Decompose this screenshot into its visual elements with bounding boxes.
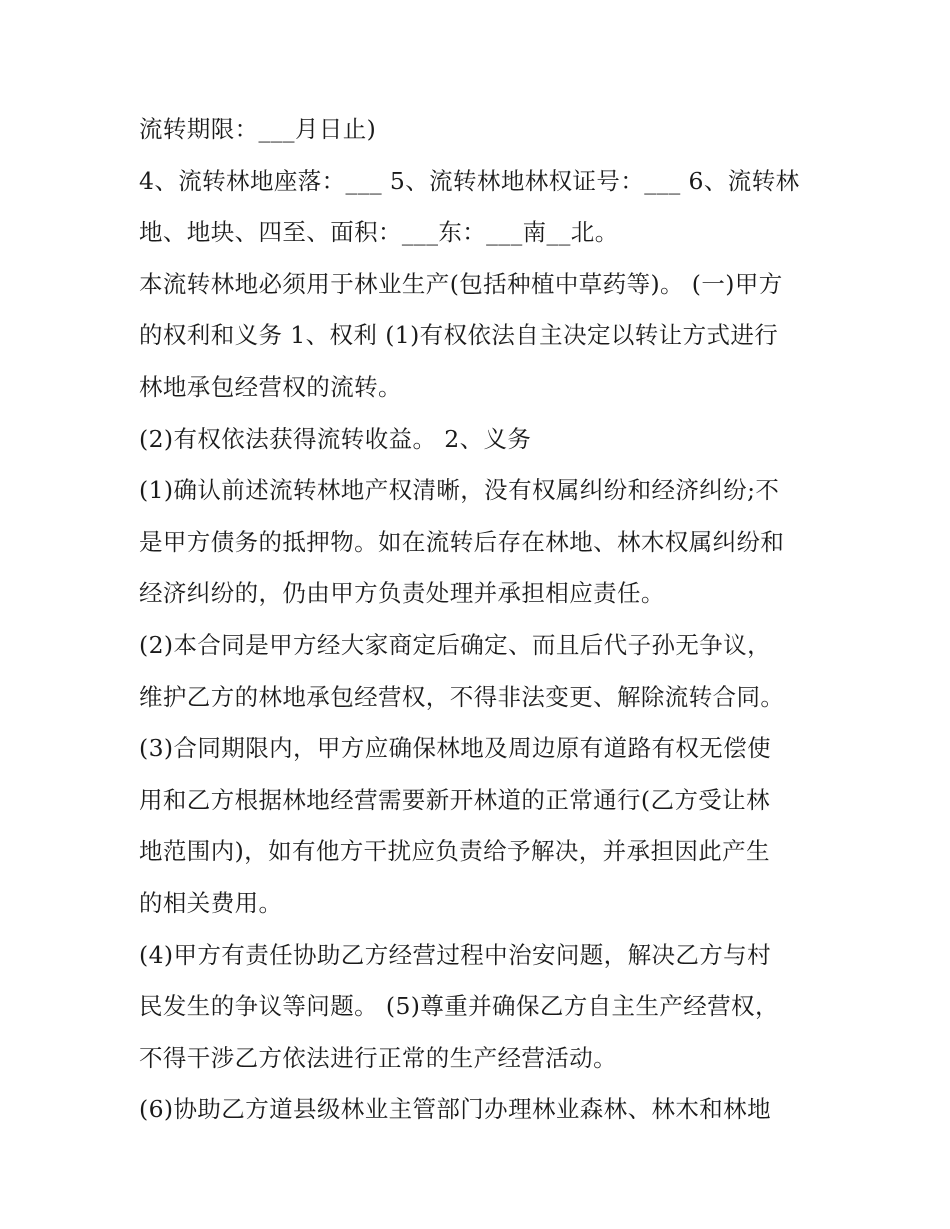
text-line: (1)确认前述流转林地产权清晰，没有权属纠纷和经济纠纷;不 (139, 476, 780, 505)
text-line: 的权利和义务 1、权利 (1)有权依法自主决定以转让方式进行 (139, 321, 779, 350)
text-line: (3)合同期限内，甲方应确保林地及周边原有道路有权无偿使 (139, 734, 771, 763)
text-line: 用和乙方根据林地经营需要新开林道的正常通行(乙方受让林 (139, 785, 770, 814)
text-line: 流转期限：___月日止) (139, 115, 377, 143)
text-line: 经济纠纷的，仍由甲方负责处理并承担相应责任。 (139, 579, 665, 608)
text-line: (2)有权依法获得流转收益。 2、义务 (139, 424, 532, 453)
text-line: 本流转林地必须用于林业生产(包括种植中草药等)。 (一)甲方 (139, 269, 783, 298)
text-line: (2)本合同是甲方经大家商定后确定、而且后代子孙无争议， (139, 630, 771, 659)
text-line: 维护乙方的林地承包经营权，不得非法变更、解除流转合同。 (139, 682, 785, 711)
contract-body (139, 104, 829, 1136)
text-line: 地、地块、四至、面积：___东：___南__北。 (139, 218, 619, 247)
text-line: 民发生的争议等问题。 (5)尊重并确保乙方自主生产经营权， (139, 992, 779, 1021)
text-line: (4)甲方有责任协助乙方经营过程中治安问题，解决乙方与村 (139, 940, 771, 969)
text-line: 林地承包经营权的流转。 (139, 372, 402, 401)
text-line: 4、流转林地座落：___ 5、流转林地林权证号：___ 6、流转林 (139, 166, 800, 195)
text-line: 地范围内)，如有他方干扰应负责给予解决，并承担因此产生 (139, 837, 770, 866)
text-line: 是甲方债务的抵押物。如在流转后存在林地、林木权属纠纷和 (139, 527, 785, 556)
text-line: 的相关费用。 (139, 888, 283, 917)
text-line: 不得干涉乙方依法进行正常的生产经营活动。 (139, 1043, 617, 1072)
text-line: (6)协助乙方道县级林业主管部门办理林业森林、林木和林地 (139, 1095, 771, 1124)
